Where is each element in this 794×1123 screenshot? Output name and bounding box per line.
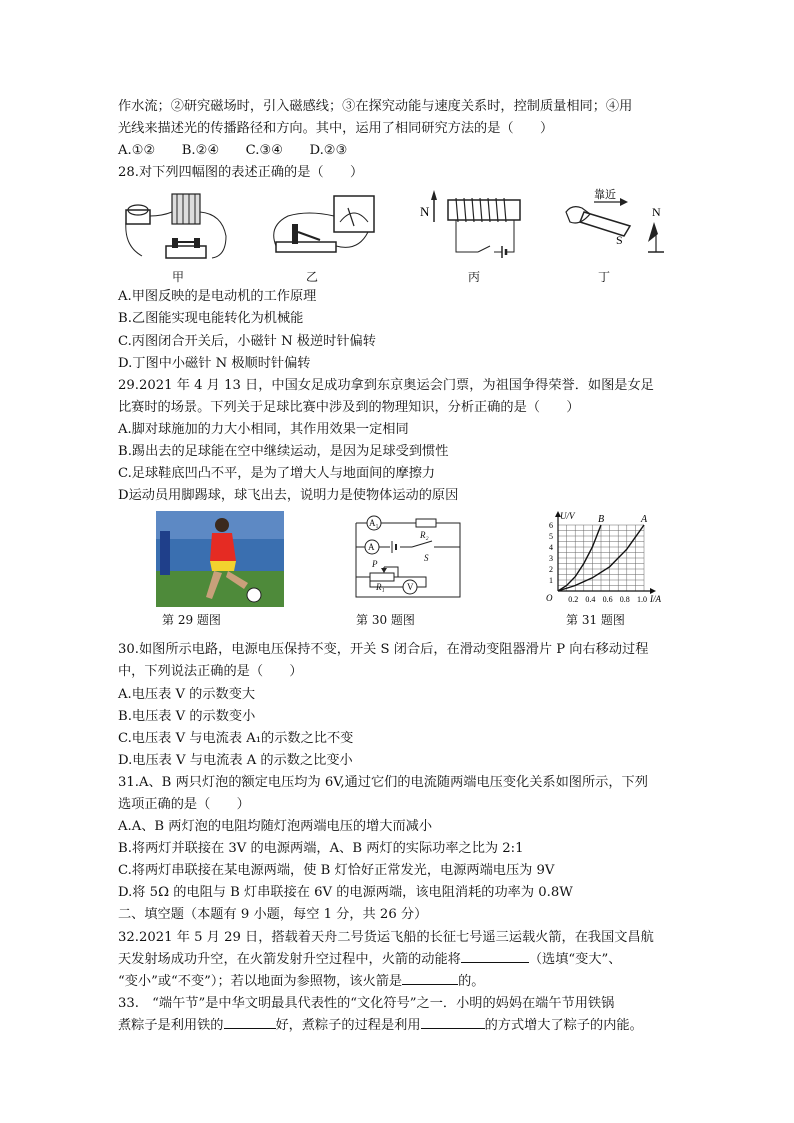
q28-option-d: D.丁图中小磁针 N 极顺时针偏转 <box>118 355 311 371</box>
y-axis-label: U/V <box>560 511 575 522</box>
x-tick-label: 1.0 <box>637 595 647 605</box>
series-label-A: A <box>641 514 648 526</box>
circuit-a-label: A <box>368 542 375 553</box>
q30-option-a: A.电压表 V 的示数变大 <box>118 686 256 702</box>
q33-line1: 33. “端午节”是中华文明最具代表性的“文化符号”之一．小明的妈妈在端午节用铁锅 <box>118 995 615 1011</box>
series-label-B: B <box>598 514 605 526</box>
q32-line2a: 天发射场成功升空，在火箭发射升空过程中，火箭的动能将 <box>118 951 461 967</box>
q30-line1: 30.如图所示电路，电源电压保持不变，开关 S 闭合后，在滑动变阻器滑片 P 向右移动过程 <box>118 642 649 658</box>
fig-jia <box>122 186 237 285</box>
fig-label-ding: 丁 <box>598 270 611 285</box>
fig-label-jia: 甲 <box>172 270 185 285</box>
q28-stem: 28.对下列四幅图的表述正确的是（ ） <box>118 165 364 181</box>
fig29-caption: 第 29 题图 <box>162 613 221 628</box>
fig30-caption: 第 30 题图 <box>356 613 415 628</box>
q29-line2: 比赛时的场景。下列关于足球比赛中涉及到的物理知识，分析正确的是（ ） <box>118 399 580 415</box>
q31-option-d: D.将 5Ω 的电阻与 B 灯串联接在 6V 的电源两端，该电阻消耗的功率为 0.8W <box>118 885 573 901</box>
exam-page <box>118 96 678 1037</box>
circuit-p-label: P <box>372 559 378 570</box>
motor-meter-diagram-icon <box>268 186 383 266</box>
generator-diagram-icon <box>122 186 237 266</box>
circuit-v-label: V <box>407 582 414 593</box>
fig29-photo <box>156 511 284 607</box>
q31-option-b: B.将两灯并联接在 3V 的电源两端，A、B 两灯的实际功率之比为 2:1 <box>118 841 524 857</box>
u-i-graph <box>536 511 666 607</box>
q32-line2b: （选填“变大”、 <box>528 951 622 967</box>
fig-ding-near-text: 靠近 <box>594 189 616 202</box>
q29-line1: 29.2021 年 4 月 13 日，中国女足成功拿到东京奥运会门票，为祖国争得荣誉．如图是女足 <box>118 377 654 393</box>
q29-option-d: D运动员用脚踢球，球飞出去，说明力是使物体运动的原因 <box>118 488 459 504</box>
x-tick-label: 0.4 <box>585 595 596 605</box>
fig31-graph <box>536 511 666 607</box>
y-tick-label: 1 <box>549 576 553 586</box>
q27-options: A.①② B.②④ C.③④ D.②③ <box>118 143 348 159</box>
q33-line2b: 好，煮粽子的过程是利用 <box>275 1017 421 1033</box>
q29-option-c: C.足球鞋底凹凸不平，是为了增大人与地面间的摩擦力 <box>118 466 436 482</box>
q32-line1: 32.2021 年 5 月 29 日，搭载着天舟二号货运飞船的长征七号遥三运载火箭，在我国文昌航 <box>118 929 654 945</box>
q30-option-d: D.电压表 V 与电流表 A 的示数之比变小 <box>118 752 353 768</box>
q31-option-c: C.将两灯串联接在某电源两端，使 B 灯恰好正常发光，电源两端电压为 9V <box>118 863 555 879</box>
q27-line2: 光线来描述光的传播路径和方向。其中，运用了相同研究方法的是（ ） <box>118 121 554 137</box>
q28-option-a: A.甲图反映的是电动机的工作原理 <box>118 289 317 305</box>
y-tick-label: 3 <box>549 554 553 564</box>
soccer-player-photo <box>156 511 284 607</box>
x-tick-label: 0.6 <box>602 595 613 605</box>
q33-blank-2[interactable] <box>421 1016 485 1029</box>
solenoid-circuit-icon <box>418 186 533 266</box>
q32-line3b: 的。 <box>458 973 485 989</box>
q30-line2: 中，下列说法正确的是（ ） <box>118 664 303 680</box>
q32-blank-1[interactable] <box>461 950 529 963</box>
x-tick-label: 0.8 <box>619 595 630 605</box>
x-axis-label: I/A <box>650 594 661 605</box>
fig-label-yi: 乙 <box>306 270 319 285</box>
fig-bing <box>418 186 533 285</box>
circuit-r1-label: R₁ <box>376 582 385 593</box>
y-tick-label: 6 <box>549 521 553 531</box>
fig31-caption: 第 31 题图 <box>566 613 625 628</box>
fig-ding-s-text: S <box>616 233 623 248</box>
q33-line2c: 的方式增大了粽子的内能。 <box>484 1017 643 1033</box>
q32-line3 <box>118 971 678 993</box>
q31-line1: 31.A、B 两只灯泡的额定电压均为 6V,通过它们的电流随两端电压变化关系如图所示，下列 <box>118 774 648 790</box>
q28-option-b: B.乙图能实现电能转化为机械能 <box>118 311 304 327</box>
q29-option-a: A.脚对球施加的力大小相同，其作用效果一定相同 <box>118 421 409 437</box>
fig-yi <box>268 186 383 285</box>
fig-ding <box>558 186 673 285</box>
y-tick-label: 4 <box>549 543 553 553</box>
q27-line1: 作水流；②研究磁场时，引入磁感线；③在探究动能与速度关系时，控制质量相同；④用 <box>118 99 633 114</box>
q31-option-a: A.A、B 两灯泡的电阻均随灯泡两端电压的增大而减小 <box>118 819 433 835</box>
q30-option-c: C.电压表 V 与电流表 A₁的示数之比不变 <box>118 730 354 746</box>
origin-label: O <box>546 593 553 604</box>
q33-blank-1[interactable] <box>224 1016 276 1029</box>
y-tick-label: 5 <box>549 532 553 542</box>
circuit-diagram <box>350 511 466 607</box>
q33-line2a: 煮粽子是利用铁的 <box>118 1017 224 1033</box>
figures-29-31 <box>118 511 678 639</box>
q28-option-c: C.丙图闭合开关后，小磁针 N 极逆时针偏转 <box>118 333 376 349</box>
q32-line3a: “变小”或“不变”）；若以地面为参照物，该火箭是 <box>118 973 403 989</box>
q32-blank-2[interactable] <box>402 972 458 985</box>
q31-line2: 选项正确的是（ ） <box>118 796 250 812</box>
y-tick-label: 2 <box>549 565 553 575</box>
circuit-a1-label: A₁ <box>369 518 379 529</box>
q32-line2 <box>118 949 678 971</box>
magnet-compass-icon <box>558 186 673 266</box>
fig-label-bing: 丙 <box>468 270 481 285</box>
x-tick-label: 0.2 <box>568 595 579 605</box>
section-2-heading: 二、填空题（本题有 9 小题，每空 1 分，共 26 分） <box>118 907 428 923</box>
fig-bing-n-text: N <box>420 204 430 220</box>
circuit-s-label: S <box>424 553 429 564</box>
circuit-r2-label: R₂ <box>420 530 429 541</box>
fig-ding-n-text: N <box>652 205 661 220</box>
q29-option-b: B.踢出去的足球能在空中继续运动，是因为足球受到惯性 <box>118 444 449 460</box>
fig30-circuit <box>350 511 466 607</box>
q30-option-b: B.电压表 V 的示数变小 <box>118 708 256 724</box>
q28-figures <box>118 186 678 286</box>
q33-line2 <box>118 1015 678 1037</box>
